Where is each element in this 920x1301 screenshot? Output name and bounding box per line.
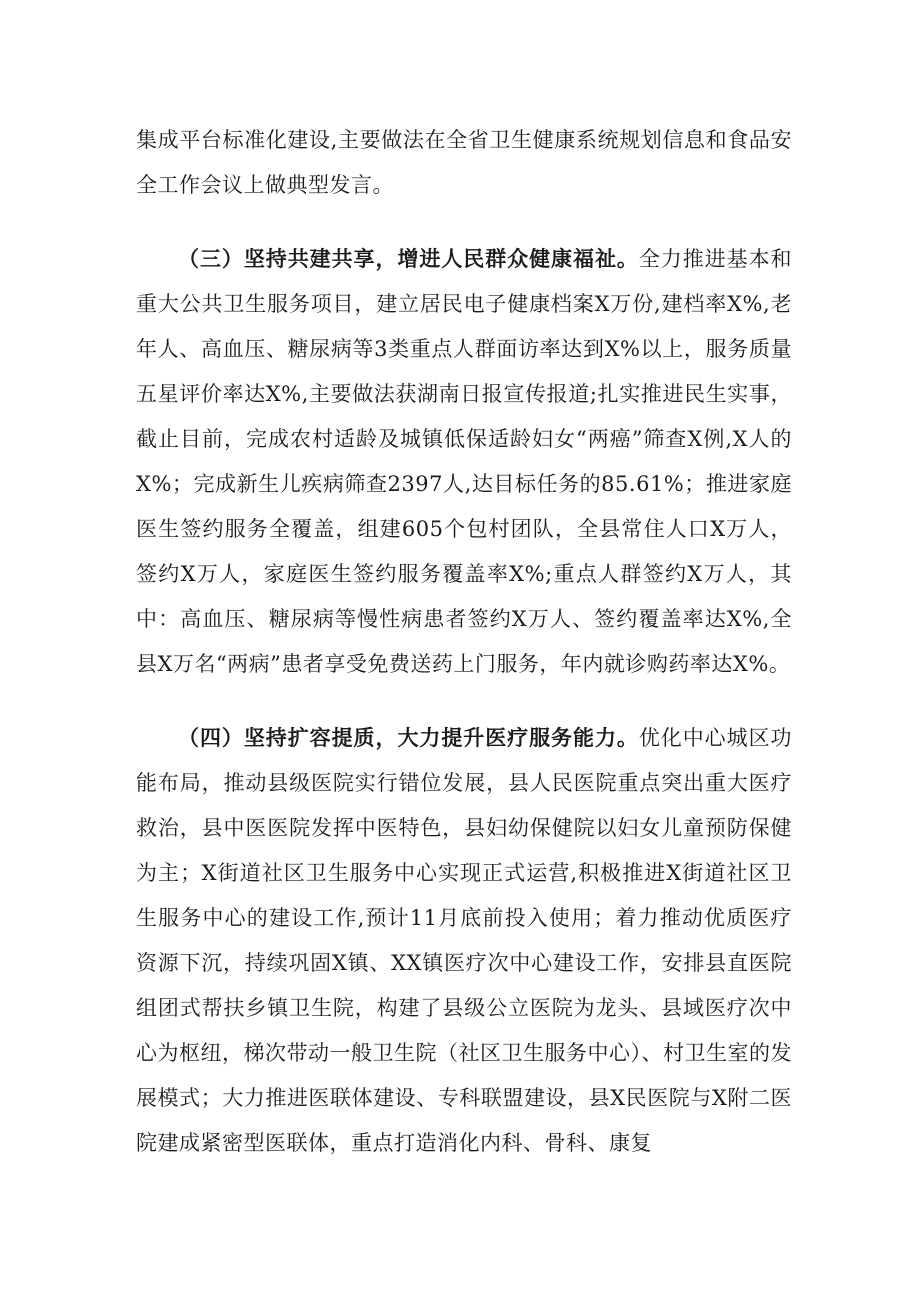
paragraph-text: 集成平台标准化建设,主要做法在全省卫生健康系统规划信息和食品安全工作会议上做典型发言。 xyxy=(136,128,792,197)
paragraph-continuation xyxy=(136,118,792,208)
paragraph-section-3 xyxy=(136,236,792,687)
paragraph-text: 全力推进基本和重大公共卫生服务项目，建立居民电子健康档案X万份,建档率X%,老年人、高血压、糖尿病等3类重点人群面访率达到X%以上，服务质量五星评价率达X%,主要做法获湖南日报宣传报道;扎实推进民生实事，截止目前，完成农村适龄及城镇低保适龄妇女“两癌”筛查X例,X人的X%；完成新生儿疾病筛查2397人,达目标任务的85.61%；推进家庭医生签约服务全覆盖，组建605个包村团队，全县常住人口X万人，签约X万人，家庭医生签约服务覆盖率X%;重点人群签约X万人，其中：高血压、糖尿病等慢性病患者签约X万人、签约覆盖率达X%,全县X万名“两病”患者享受免费送药上门服务，年内就诊购药率达X%。 xyxy=(136,247,793,676)
paragraph-section-4 xyxy=(136,715,792,1166)
document-body xyxy=(136,118,792,1166)
section-heading: （四）坚持扩容提质，大力提升医疗服务能力。 xyxy=(178,725,639,750)
paragraph-spacer xyxy=(136,687,792,715)
paragraph-spacer xyxy=(136,208,792,236)
paragraph-text: 优化中心城区功能布局，推动县级医院实行错位发展，县人民医院重点突出重大医疗救治，县中医医院发挥中医特色，县妇幼保健院以妇女儿童预防保健为主；X街道社区卫生服务中心实现正式运营,积极推进X街道社区卫生服务中心的建设工作,预计11月底前投入使用；着力推动优质医疗资源下沉，持续巩固X镇、XX镇医疗次中心建设工作，安排县直医院组团式帮扶乡镇卫生院，构建了县级公立医院为龙头、县域医疗次中心为枢纽，梯次带动一般卫生院（社区卫生服务中心）、村卫生室的发展模式；大力推进医联体建设、专科联盟建设，县X民医院与X附二医院建成紧密型医联体，重点打造消化内科、骨科、康复 xyxy=(136,726,793,1155)
section-heading: （三）坚持共建共享，增进人民群众健康福祉。 xyxy=(178,246,639,271)
